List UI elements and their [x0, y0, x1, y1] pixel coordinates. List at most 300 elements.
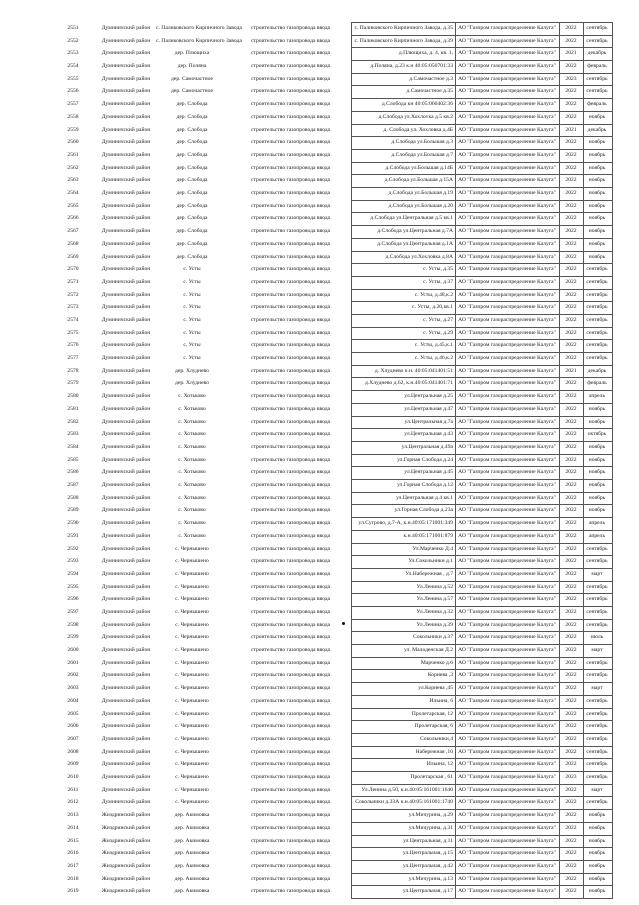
cell-year: 2022	[565, 545, 577, 552]
cell-locality: с. Чернышено	[175, 774, 209, 781]
cell-work: строительство газопровода ввода	[250, 609, 331, 615]
table-row	[0, 555, 639, 568]
cell-year: 2022	[565, 634, 577, 641]
cell-work: строительство газопровода ввода	[250, 875, 331, 882]
cell-locality: с. Хотьково	[178, 405, 206, 412]
table-row	[0, 619, 639, 632]
cell-num: 2603	[67, 685, 79, 692]
table-row	[0, 479, 639, 492]
row-divider	[351, 22, 613, 23]
cell-org: АО "Газпром газораспределение Калуга"	[458, 634, 556, 641]
cell-address: д.Слобода ул.Хохлovка д.5 кв.2	[378, 113, 453, 120]
cell-num: 2571	[67, 278, 79, 285]
cell-work: строительство газопровода ввода	[250, 456, 331, 463]
cell-work: строительство газопровода ввода	[250, 697, 331, 704]
cell-locality: дер. Слобода	[176, 190, 208, 197]
cell-num: 2610	[67, 774, 79, 781]
cell-address: Набережная ,10	[415, 748, 453, 755]
cell-year: 2022	[565, 532, 577, 539]
cell-org: АО "Газпром газораспределение Калуга"	[458, 799, 556, 806]
cell-month: сентябрь	[586, 799, 608, 806]
cell-year: 2022	[565, 837, 577, 844]
cell-work: строительство газопровода ввода	[250, 482, 331, 489]
cell-district: Думиничский район	[101, 570, 151, 577]
table-row	[0, 720, 639, 733]
cell-work: строительство газопровода ввода	[250, 723, 331, 730]
column-divider	[583, 22, 584, 898]
cell-month: март	[591, 647, 603, 654]
table-row	[0, 657, 639, 670]
cell-num: 2617	[67, 862, 79, 869]
cell-num: 2580	[67, 393, 79, 400]
cell-address: Ул.Набережная , д.7	[405, 570, 453, 577]
cell-year: 2022	[565, 647, 577, 654]
cell-address: ул.Центральная, д.17	[402, 888, 453, 895]
cell-address: Сокольники,4	[420, 735, 453, 742]
cell-district: Думиничский район	[101, 723, 151, 730]
cell-org: АО "Газпром газораспределение Калуга"	[458, 342, 556, 349]
cell-org: АО "Газпром газораспределение Калуга"	[458, 228, 556, 235]
cell-district: Думиничский район	[101, 75, 151, 82]
cell-year: 2022	[565, 570, 577, 577]
cell-work: строительство газопровода ввода	[250, 253, 331, 260]
cell-locality: с. Паликовского Кирпичного Завода	[156, 25, 242, 31]
cell-district: Думиничский район	[101, 545, 151, 552]
cell-district: Думиничский район	[101, 405, 151, 412]
cell-work: строительство газопровода ввода	[250, 837, 331, 844]
cell-address: Ул.Сокольники д.1	[408, 558, 453, 565]
cell-month: ноябрь	[588, 456, 606, 463]
table-row	[0, 492, 639, 505]
cell-year: 2022	[565, 710, 577, 717]
cell-work: строительство газопровода ввода	[250, 786, 331, 793]
cell-address: Ул.Ленина д.57	[416, 596, 453, 603]
cell-locality: дер. Поляна	[177, 63, 207, 70]
cell-org: АО "Газпром газораспределение Калуга"	[458, 202, 556, 209]
cell-work: строительство газопровода ввода	[250, 113, 331, 120]
cell-num: 2578	[67, 367, 79, 374]
cell-address: с. Паликовского Кирпичного Завода, д.39	[354, 37, 453, 44]
cell-work: строительство газопровода ввода	[250, 596, 331, 603]
table-row	[0, 454, 639, 467]
cell-district: Жиздринский район	[101, 875, 151, 882]
table-row	[0, 682, 639, 695]
cell-work: строительство газопровода ввода	[250, 545, 331, 552]
cell-month: ноябрь	[588, 862, 606, 869]
cell-num: 2586	[67, 469, 79, 476]
cell-month: сентябрь	[586, 304, 608, 311]
table-row	[0, 873, 639, 886]
cell-locality: дер. Слобода	[176, 101, 208, 108]
cell-year: 2022	[565, 342, 577, 349]
cell-year: 2022	[565, 748, 577, 755]
cell-work: строительство газопровода ввода	[250, 75, 331, 82]
cell-num: 2562	[67, 164, 79, 171]
cell-address: д.Слобода ул.Большая д.7	[391, 151, 453, 158]
cell-month: декабрь	[587, 50, 607, 57]
cell-num: 2590	[67, 520, 79, 527]
cell-month: июль	[590, 634, 604, 641]
cell-address: с. Усты, д.29	[423, 329, 453, 336]
table-row	[0, 593, 639, 606]
cell-year: 2021	[565, 367, 577, 374]
cell-address: Пролетарская , 61	[410, 774, 453, 781]
cell-num: 2565	[67, 202, 79, 209]
cell-month: октябрь	[587, 431, 607, 438]
cell-address: с. Усты, д.35	[423, 266, 453, 273]
table-row	[0, 162, 639, 175]
cell-org: АО "Газпром газораспределение Калуга"	[458, 63, 556, 70]
cell-district: Думиничский район	[101, 37, 151, 44]
cell-locality: дер. Акимовка	[174, 862, 210, 869]
cell-locality: с. Хотьково	[178, 393, 206, 400]
cell-work: строительство газопровода ввода	[250, 50, 331, 57]
cell-address: ул.Мичурина, д.31	[408, 824, 453, 831]
cell-org: АО "Газпром газораспределение Калуга"	[458, 215, 556, 222]
cell-month: ноябрь	[588, 507, 606, 514]
cell-org: АО "Газпром газораспределение Калуга"	[458, 570, 556, 577]
cell-num: 2602	[67, 672, 79, 679]
cell-address: д.Слобода ул.Большая д.20	[388, 202, 453, 209]
cell-district: Думиничский район	[101, 393, 151, 400]
cell-org: АО "Газпром газораспределение Калуга"	[458, 482, 556, 489]
cell-month: март	[591, 786, 603, 793]
cell-month: сентябрь	[586, 672, 608, 679]
cell-work: строительство газопровода ввода	[250, 126, 331, 133]
cell-locality: с. Хотьково	[178, 482, 206, 489]
cell-address: Марченко д.6	[420, 659, 453, 666]
cell-district: Думиничский район	[101, 799, 151, 806]
cell-num: 2570	[67, 266, 79, 273]
cell-org: АО "Газпром газораспределение Калуга"	[458, 37, 556, 44]
cell-address: ул.Центральная д.43	[404, 431, 453, 438]
cell-num: 2600	[67, 647, 79, 654]
table-row	[0, 314, 639, 327]
cell-work: строительство газопровода ввода	[250, 774, 331, 781]
cell-address: д.Плющиха, д. 4, кв. 1,	[398, 50, 453, 57]
cell-locality: дер. Слобода	[176, 240, 208, 247]
cell-locality: с. Хотьково	[178, 532, 206, 539]
table-row	[0, 263, 639, 276]
cell-district: Думиничский район	[101, 190, 151, 197]
cell-year: 2022	[565, 850, 577, 857]
cell-locality: с. Паликовского Кирпичного Завода	[156, 37, 242, 44]
cell-locality: с. Чернышено	[175, 609, 209, 615]
cell-month: сентябрь	[586, 761, 608, 768]
cell-work: строительство газопровода ввода	[250, 862, 331, 869]
cell-year: 2022	[565, 520, 577, 527]
cell-month: ноябрь	[588, 240, 606, 247]
cell-address: ул.Горная Слобода д.24	[397, 456, 453, 463]
cell-org: АО "Газпром газораспределение Калуга"	[458, 456, 556, 463]
cell-num: 2588	[67, 494, 79, 501]
cell-locality: с. Усты	[183, 355, 201, 362]
cell-district: Думиничский район	[101, 634, 151, 641]
cell-org: АО "Газпром газораспределение Калуга"	[458, 393, 556, 400]
cell-work: строительство газопровода ввода	[250, 190, 331, 197]
cell-org: АО "Газпром газораспределение Калуга"	[458, 50, 556, 57]
cell-year: 2022	[565, 228, 577, 235]
cell-num: 2604	[67, 697, 79, 704]
cell-locality: дер. Хлуднево	[175, 380, 209, 387]
cell-work: строительство газопровода ввода	[250, 101, 331, 108]
cell-work: строительство газопровода ввода	[250, 761, 331, 768]
cell-org: АО "Газпром газораспределение Калуга"	[458, 888, 556, 895]
table-row	[0, 136, 639, 149]
cell-district: Думиничский район	[101, 659, 151, 666]
cell-month: апрель	[588, 532, 606, 539]
cell-district: Думиничский район	[101, 672, 151, 679]
cell-num: 2556	[67, 88, 79, 95]
cell-year: 2022	[565, 25, 577, 31]
cell-year: 2022	[565, 139, 577, 146]
cell-month: сентябрь	[586, 558, 608, 565]
table-row	[0, 416, 639, 429]
cell-num: 2587	[67, 482, 79, 489]
cell-work: строительство газопровода ввода	[250, 672, 331, 679]
cell-org: АО "Газпром газораспределение Калуга"	[458, 266, 556, 273]
cell-year: 2022	[565, 482, 577, 489]
cell-locality: с. Хотьково	[178, 443, 206, 450]
cell-district: Думиничский район	[101, 164, 151, 171]
cell-org: АО "Газпром газораспределение Калуга"	[458, 164, 556, 171]
cell-month: сентябрь	[586, 75, 608, 82]
cell-address: д.Слобода ул.Хохловка д.8А	[385, 253, 453, 260]
cell-org: АО "Газпром газораспределение Калуга"	[458, 253, 556, 260]
cell-district: Думиничский район	[101, 621, 151, 628]
cell-address: д.Хлуднево д.62, к.н.40:05:041401:71	[364, 380, 453, 387]
cell-org: АО "Газпром газораспределение Калуга"	[458, 609, 556, 615]
cell-year: 2022	[565, 786, 577, 793]
table-row	[0, 784, 639, 797]
cell-org: АО "Газпром газораспределение Калуга"	[458, 151, 556, 158]
cell-year: 2022	[565, 418, 577, 425]
cell-org: АО "Газпром газораспределение Калуга"	[458, 355, 556, 362]
cell-work: строительство газопровода ввода	[250, 380, 331, 387]
column-divider	[612, 22, 613, 898]
cell-year: 2022	[565, 875, 577, 882]
cell-year: 2022	[565, 456, 577, 463]
cell-num: 2551	[67, 25, 79, 31]
table-row	[0, 187, 639, 200]
cell-district: Думиничский район	[101, 367, 151, 374]
cell-locality: с. Чернышено	[175, 685, 209, 692]
cell-num: 2591	[67, 532, 79, 539]
cell-month: март	[591, 570, 603, 577]
cell-locality: с. Чернышено	[175, 735, 209, 742]
table-row	[0, 238, 639, 251]
cell-num: 2573	[67, 304, 79, 311]
cell-district: Думиничский район	[101, 126, 151, 133]
table-row	[0, 60, 639, 73]
cell-org: АО "Газпром газораспределение Калуга"	[458, 621, 556, 628]
cell-locality: дер. Слобода	[176, 202, 208, 209]
cell-address: д.Самочастное д.3	[409, 75, 453, 82]
cell-year: 2022	[565, 697, 577, 704]
cell-month: ноябрь	[588, 482, 606, 489]
cell-org: АО "Газпром газораспределение Калуга"	[458, 494, 556, 501]
cell-year: 2022	[565, 494, 577, 501]
cell-address: ул.Корнева ,45	[418, 685, 453, 692]
cell-year: 2022	[565, 558, 577, 565]
table-row	[0, 251, 639, 264]
cell-locality: с. Хотьково	[178, 469, 206, 476]
cell-num: 2563	[67, 177, 79, 184]
cell-locality: с. Чернышено	[175, 659, 209, 666]
cell-district: Думиничский район	[101, 63, 151, 70]
cell-district: Жиздринский район	[101, 862, 151, 869]
cell-district: Думиничский район	[101, 456, 151, 463]
cell-org: АО "Газпром газораспределение Калуга"	[458, 304, 556, 311]
cell-org: АО "Газпром газораспределение Калуга"	[458, 748, 556, 755]
cell-org: АО "Газпром газораспределение Калуга"	[458, 735, 556, 742]
cell-month: сентябрь	[586, 723, 608, 730]
cell-locality: с. Чернышено	[175, 583, 209, 590]
cell-work: строительство газопровода ввода	[250, 63, 331, 70]
cell-work: строительство газопровода ввода	[250, 494, 331, 501]
column-divider	[351, 22, 352, 898]
cell-work: строительство газопровода ввода	[250, 25, 331, 31]
cell-year: 2021	[565, 50, 577, 57]
cell-org: АО "Газпром газораспределение Калуга"	[458, 405, 556, 412]
cell-org: АО "Газпром газораспределение Калуга"	[458, 545, 556, 552]
table-row	[0, 225, 639, 238]
table-row	[0, 365, 639, 378]
cell-org: АО "Газпром газораспределение Калуга"	[458, 685, 556, 692]
cell-district: Думиничский район	[101, 443, 151, 450]
cell-num: 2560	[67, 139, 79, 146]
table-row	[0, 466, 639, 479]
cell-month: ноябрь	[588, 469, 606, 476]
cell-month: ноябрь	[588, 139, 606, 146]
cell-locality: с. Чернышено	[175, 596, 209, 603]
cell-org: АО "Газпром газораспределение Калуга"	[458, 278, 556, 285]
cell-locality: с. Усты	[183, 342, 201, 349]
cell-year: 2022	[565, 659, 577, 666]
cell-month: сентябрь	[586, 583, 608, 590]
cell-work: строительство газопровода ввода	[250, 431, 331, 438]
cell-address: Ул.Ленина д.52	[416, 583, 453, 590]
cell-address: д.Самочастное д.35	[406, 88, 453, 95]
cell-num: 2572	[67, 291, 79, 298]
table-row	[0, 568, 639, 581]
cell-work: строительство газопровода ввода	[250, 228, 331, 235]
cell-district: Думиничский район	[101, 355, 151, 362]
cell-year: 2022	[565, 151, 577, 158]
cell-org: АО "Газпром газораспределение Калуга"	[458, 75, 556, 82]
cell-district: Думиничский район	[101, 735, 151, 742]
cell-address: Корнева ,3	[427, 672, 453, 679]
cell-district: Думиничский район	[101, 291, 151, 298]
cell-org: АО "Газпром газораспределение Калуга"	[458, 25, 556, 31]
cell-num: 2608	[67, 748, 79, 755]
cell-month: сентябрь	[586, 278, 608, 285]
table-row	[0, 403, 639, 416]
table-row	[0, 758, 639, 771]
cell-year: 2022	[565, 304, 577, 311]
cell-district: Думиничский район	[101, 240, 151, 247]
cell-address: Сокольники д.33А к.н.40:05:161001:1740	[355, 799, 453, 806]
cell-locality: с. Хотьково	[178, 520, 206, 527]
cell-month: ноябрь	[588, 888, 606, 895]
cell-org: АО "Газпром газораспределение Калуга"	[458, 443, 556, 450]
cell-district: Думиничский район	[101, 697, 151, 704]
cell-year: 2022	[565, 761, 577, 768]
cell-locality: дер. Плющиха	[174, 50, 210, 57]
cell-month: ноябрь	[588, 418, 606, 425]
cell-address: Ильина, 12	[426, 761, 453, 768]
cell-num: 2616	[67, 850, 79, 857]
cell-work: строительство газопровода ввода	[250, 329, 331, 336]
cell-year: 2022	[565, 355, 577, 362]
cell-num: 2569	[67, 253, 79, 260]
cell-month: сентябрь	[586, 266, 608, 273]
cell-locality: с. Усты	[183, 266, 201, 273]
cell-locality: с. Усты	[183, 291, 201, 298]
cell-work: строительство газопровода ввода	[250, 393, 331, 400]
cell-district: Думиничский район	[101, 532, 151, 539]
table-row	[0, 581, 639, 594]
cell-locality: дер. Слобода	[176, 139, 208, 146]
cell-work: строительство газопровода ввода	[250, 215, 331, 222]
cell-org: АО "Газпром газораспределение Калуга"	[458, 532, 556, 539]
cell-locality: с. Чернышено	[175, 799, 209, 806]
cell-address: с. Усты, д.45,к.1	[414, 342, 453, 349]
table-row	[0, 289, 639, 302]
cell-num: 2592	[67, 545, 79, 552]
cell-district: Думиничский район	[101, 748, 151, 755]
cell-address: д.Слобода ул.Большая д.3	[391, 139, 453, 146]
cell-address: ул.Центральная, д.11	[403, 837, 453, 844]
cell-district: Думиничский район	[101, 278, 151, 285]
cell-address: Пролетарская, 6	[414, 723, 453, 730]
cell-year: 2022	[565, 380, 577, 387]
cell-address: с. Усты, д.46,к.2	[414, 355, 453, 362]
cell-address: Ул.Ленина д.50, к.н.40:05:161001:1640	[361, 786, 453, 793]
cell-num: 2557	[67, 101, 79, 108]
table-row	[0, 771, 639, 784]
cell-year: 2022	[565, 443, 577, 450]
cell-num: 2579	[67, 380, 79, 387]
cell-num: 2581	[67, 405, 79, 412]
cell-address: с. Усты, д.48,к.2	[414, 291, 453, 298]
cell-year: 2022	[565, 240, 577, 247]
cell-month: февраль	[587, 63, 607, 70]
cell-month: февраль	[587, 380, 607, 387]
cell-work: строительство газопровода ввода	[250, 799, 331, 806]
cell-org: АО "Газпром газораспределение Калуга"	[458, 850, 556, 857]
table-row	[0, 149, 639, 162]
table-row	[0, 847, 639, 860]
cell-year: 2022	[565, 177, 577, 184]
cell-year: 2022	[565, 190, 577, 197]
cell-org: АО "Газпром газораспределение Калуга"	[458, 723, 556, 730]
cell-num: 2554	[67, 63, 79, 70]
cell-year: 2022	[565, 317, 577, 323]
cell-month: декабрь	[587, 126, 607, 133]
cell-num: 2553	[67, 50, 79, 57]
cell-org: АО "Газпром газораспределение Калуга"	[458, 240, 556, 247]
cell-district: Думиничский район	[101, 228, 151, 235]
cell-address: д.Слобода ул.Центральная д.5 кв.1	[370, 215, 453, 222]
cell-locality: с. Хотьково	[178, 507, 206, 514]
cell-month: ноябрь	[588, 228, 606, 235]
cell-address: Пролетарская, 12	[411, 710, 453, 717]
cell-num: 2561	[67, 151, 79, 158]
cell-num: 2584	[67, 443, 79, 450]
cell-work: строительство газопровода ввода	[250, 520, 331, 527]
cell-district: Думиничский район	[101, 177, 151, 184]
